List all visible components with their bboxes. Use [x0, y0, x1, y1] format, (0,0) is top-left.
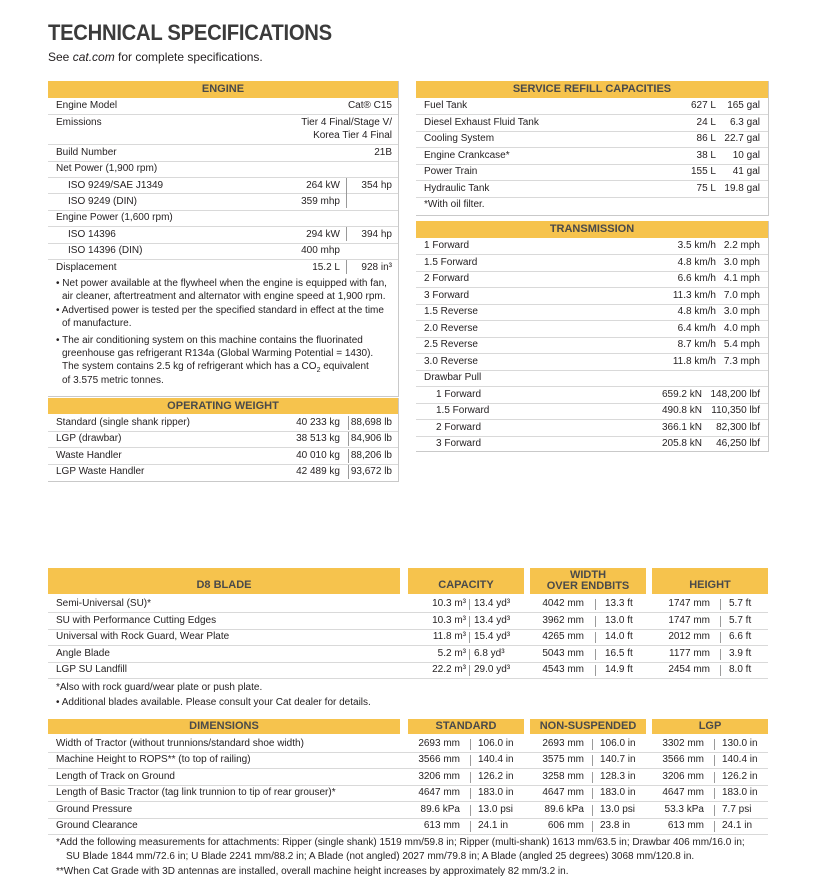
sae-hp: 354 hp: [361, 180, 392, 191]
drawbar-kn: 490.8 kN: [661, 405, 702, 416]
blade-capacity-m3: 11.8 m³: [432, 631, 466, 642]
refill-liters: 38 L: [696, 149, 716, 161]
note-3c-post: equivalent: [320, 361, 369, 372]
value-separator: [595, 616, 596, 627]
height-header: HEIGHT: [652, 568, 768, 594]
value-separator: [595, 632, 596, 643]
operating-weight-lb: 88,206 lb: [350, 449, 392, 461]
iso-hp: 394 hp: [361, 229, 392, 240]
dimensions-note-3: **When Cat Grade with 3D antennas are installed, overall machine height increases by approximately 82 mm/3.2 in.: [56, 866, 569, 877]
dimension-label: Width of Tractor (without trunnions/standard shoe width): [56, 738, 304, 749]
drawbar-gear: 1 Forward: [436, 388, 482, 400]
blade-capacity-yd3: 15.4 yd³: [474, 631, 511, 642]
operating-weight-label: LGP (drawbar): [56, 433, 122, 445]
drawbar-lbf: 110,350 lbf: [711, 405, 760, 416]
operating-weight-kg: 42 489 kg: [296, 466, 340, 478]
engine-note-1b: air cleaner, aftertreatment and alternator with engine speed at 1,900 rpm.: [62, 291, 386, 302]
subtitle-prefix: See: [48, 50, 73, 64]
standard-header: STANDARD: [408, 719, 524, 734]
row-divider: [48, 678, 768, 679]
capacity-header: CAPACITY: [408, 568, 524, 594]
transmission-gear: 1 Forward: [424, 240, 470, 251]
operating-weight-header: OPERATING WEIGHT: [48, 398, 398, 414]
transmission-mph: 2.2 mph: [723, 240, 760, 251]
blade-width-mm: 4265 mm: [542, 631, 584, 642]
blade-height-mm: 2012 mm: [668, 631, 710, 642]
value-separator: [720, 616, 721, 627]
displacement-in: 928 in³: [361, 262, 392, 273]
note-3c-sub: 2: [316, 367, 321, 374]
build-value: 21B: [374, 147, 392, 158]
blade-height-mm: 1177 mm: [669, 647, 710, 659]
page-subtitle: [48, 50, 263, 64]
din-mhp: 359 mhp: [301, 196, 340, 207]
value-separator: [720, 649, 721, 660]
standard-imperial: 140.4 in: [478, 754, 514, 766]
value-separator: [720, 599, 721, 610]
blade-width-ft: 13.3 ft: [605, 598, 633, 609]
standard-metric: 4647 mm: [418, 787, 460, 799]
standard-imperial: 126.2 in: [478, 770, 514, 782]
blade-height-ft: 8.0 ft: [729, 664, 752, 675]
value-separator: [469, 616, 470, 627]
blade-width-ft: 14.9 ft: [605, 664, 633, 675]
dimension-label: Machine Height to ROPS** (to top of railing): [56, 754, 251, 766]
standard-imperial: 183.0 in: [478, 787, 514, 799]
value-separator: [592, 755, 593, 766]
value-separator: [470, 739, 471, 750]
lgp-header: LGP: [652, 719, 768, 734]
dimension-label: Length of Basic Tractor (tag link trunnion to tip of rear grouser)*: [56, 787, 336, 799]
value-separator: [714, 805, 715, 816]
blade-width-ft: 16.5 ft: [605, 647, 633, 659]
dimension-label: Length of Track on Ground: [56, 770, 175, 782]
dimension-label: Ground Pressure: [56, 803, 133, 815]
value-separator: [714, 788, 715, 799]
value-separator: [592, 821, 593, 832]
blade-height-ft: 5.7 ft: [729, 598, 752, 609]
lgp-metric: 3302 mm: [662, 738, 704, 749]
engine-note-3d: of 3.575 metric tonnes.: [62, 375, 164, 386]
value-separator: [469, 649, 470, 660]
lgp-imperial: 183.0 in: [722, 787, 758, 799]
transmission-kmh: 11.3 km/h: [672, 289, 716, 301]
build-label: Build Number: [56, 147, 117, 158]
value-separator: [470, 755, 471, 766]
transmission-gear: 2 Forward: [424, 273, 470, 284]
transmission-kmh: 3.5 km/h: [677, 240, 716, 251]
blade-type: Semi-Universal (SU)*: [56, 598, 152, 609]
sae-label: ISO 9249/SAE J1349: [68, 180, 164, 191]
transmission-mph: 3.0 mph: [723, 306, 760, 317]
isodin-mhp: 400 mhp: [301, 245, 340, 256]
refill-gallons: 10 gal: [732, 149, 760, 161]
transmission-kmh: 4.8 km/h: [677, 256, 716, 268]
engine-note-3a: • The air conditioning system on this machine contains the fluorinated: [56, 335, 363, 346]
blade-width-ft: 14.0 ft: [605, 631, 633, 642]
blade-note-2: • Additional blades available. Please consult your Cat dealer for details.: [56, 697, 371, 708]
transmission-gear: 3.0 Reverse: [424, 355, 478, 367]
emissions-label: Emissions: [56, 117, 102, 128]
dimensions-note-2: SU Blade 1844 mm/72.6 in; U Blade 2241 mm/88.2 in; A Blade (not angled) 2027 mm/79.8 in; A Blade (angled 25 degrees) 3068 mm/120.8 in.: [66, 851, 695, 862]
iso-label: ISO 14396: [68, 229, 116, 240]
refill-note: *With oil filter.: [424, 199, 485, 210]
blade-type: Universal with Rock Guard, Wear Plate: [56, 631, 230, 642]
emissions-value-2: Korea Tier 4 Final: [313, 130, 392, 141]
value-separator: [348, 416, 349, 430]
value-separator: [592, 772, 593, 783]
drawbar-lbf: 46,250 lbf: [716, 438, 760, 449]
operating-weight-kg: 40 233 kg: [296, 417, 340, 428]
blade-height-ft: 6.6 ft: [729, 631, 752, 642]
engine-note-1a: • Net power available at the flywheel when the engine is equipped with fan,: [56, 278, 387, 289]
lgp-metric: 613 mm: [667, 820, 704, 831]
refill-label: Hydraulic Tank: [424, 182, 490, 194]
non-suspended-metric: 2693 mm: [542, 738, 584, 749]
dimension-label: Ground Clearance: [56, 820, 138, 831]
transmission-header: TRANSMISSION: [416, 221, 768, 238]
page-title: TECHNICAL SPECIFICATIONS: [48, 20, 332, 45]
drawbar-kn: 366.1 kN: [661, 421, 702, 433]
net-power-label: Net Power (1,900 rpm): [56, 163, 158, 174]
value-separator: [595, 649, 596, 660]
value-separator: [595, 665, 596, 676]
transmission-kmh: 6.6 km/h: [677, 273, 716, 284]
drawbar-lbf: 82,300 lbf: [716, 421, 760, 433]
refill-gallons: 19.8 gal: [724, 182, 760, 194]
lgp-metric: 53.3 kPa: [664, 803, 704, 815]
drawbar-kn: 205.8 kN: [661, 438, 702, 449]
refill-gallons: 6.3 gal: [729, 116, 760, 128]
non-suspended-metric: 3258 mm: [542, 770, 584, 782]
non-suspended-metric: 4647 mm: [542, 787, 584, 799]
blade-capacity-m3: 22.2 m³: [432, 664, 466, 675]
transmission-mph: 5.4 mph: [723, 339, 760, 350]
non-suspended-imperial: 13.0 psi: [600, 803, 636, 815]
refill-gallons: 41 gal: [732, 166, 760, 177]
blade-header: D8 BLADE: [48, 568, 400, 594]
blade-height-mm: 2454 mm: [668, 664, 710, 675]
blade-width-mm: 3962 mm: [542, 614, 584, 626]
subtitle-suffix: for complete specifications.: [114, 50, 263, 64]
blade-type: LGP SU Landfill: [56, 664, 127, 675]
blade-height-mm: 1747 mm: [668, 614, 710, 626]
dimensions-note-1: *Add the following measurements for attachments: Ripper (single shank) 1519 mm/59.8 in; Ripper (multi-shank) 1613 mm/63.5 in; Drawbar 406 mm/16.0 in;: [56, 837, 745, 848]
operating-weight-lb: 88,698 lb: [350, 417, 392, 428]
transmission-kmh: 4.8 km/h: [677, 306, 716, 317]
value-separator: [714, 739, 715, 750]
width-header: [530, 568, 646, 594]
refill-liters: 627 L: [690, 100, 716, 111]
displacement-label: Displacement: [56, 262, 117, 273]
transmission-mph: 7.0 mph: [723, 289, 760, 301]
value-separator: [714, 755, 715, 766]
refill-label: Diesel Exhaust Fluid Tank: [424, 116, 539, 128]
value-separator: [592, 739, 593, 750]
operating-weight-label: Standard (single shank ripper): [56, 417, 190, 428]
value-separator: [592, 805, 593, 816]
drawbar-gear: 1.5 Forward: [436, 405, 490, 416]
drawbar-lbf: 148,200 lbf: [710, 388, 760, 400]
engine-model-value: Cat® C15: [347, 100, 392, 111]
drawbar-gear: 2 Forward: [436, 421, 482, 433]
lgp-imperial: 7.7 psi: [722, 803, 752, 815]
transmission-kmh: 8.7 km/h: [677, 339, 716, 350]
blade-width-mm: 5043 mm: [542, 647, 584, 659]
blade-capacity-yd3: 29.0 yd³: [474, 664, 511, 675]
value-separator: [348, 449, 349, 463]
engine-model-label: Engine Model: [56, 100, 118, 111]
non-suspended-metric: 3575 mm: [542, 754, 584, 766]
non-suspended-metric: 606 mm: [547, 820, 584, 831]
operating-weight-lb: 84,906 lb: [350, 433, 392, 445]
lgp-metric: 3566 mm: [662, 754, 704, 766]
drawbar-kn: 659.2 kN: [661, 388, 702, 400]
standard-imperial: 106.0 in: [478, 738, 514, 749]
lgp-imperial: 126.2 in: [722, 770, 758, 782]
standard-metric: 2693 mm: [418, 738, 460, 749]
blade-capacity-yd3: 6.8 yd³: [474, 647, 505, 659]
transmission-mph: 4.0 mph: [723, 322, 760, 334]
blade-capacity-yd3: 13.4 yd³: [474, 614, 511, 626]
engine-header: ENGINE: [48, 81, 398, 98]
value-separator: [595, 599, 596, 610]
standard-metric: 613 mm: [423, 820, 460, 831]
standard-metric: 3206 mm: [418, 770, 460, 782]
value-separator: [714, 772, 715, 783]
operating-weight-kg: 40 010 kg: [296, 449, 340, 461]
standard-imperial: 24.1 in: [478, 820, 509, 831]
lgp-metric: 3206 mm: [662, 770, 704, 782]
non-suspended-imperial: 128.3 in: [600, 770, 636, 782]
service-refill-header: SERVICE REFILL CAPACITIES: [416, 81, 768, 98]
transmission-gear: 2.5 Reverse: [424, 339, 478, 350]
lgp-imperial: 140.4 in: [722, 754, 758, 766]
refill-liters: 155 L: [690, 166, 716, 177]
width-header-line2: OVER ENDBITS: [546, 580, 630, 592]
value-separator: [469, 599, 470, 610]
refill-label: Fuel Tank: [424, 100, 468, 111]
blade-width-mm: 4543 mm: [542, 664, 584, 675]
non-suspended-imperial: 183.0 in: [600, 787, 636, 799]
engine-note-2b: of manufacture.: [62, 318, 132, 329]
operating-weight-label: LGP Waste Handler: [56, 466, 145, 478]
blade-height-mm: 1747 mm: [668, 598, 710, 609]
value-separator: [470, 772, 471, 783]
lgp-imperial: 24.1 in: [722, 820, 753, 831]
refill-liters: 86 L: [696, 133, 716, 144]
iso-kw: 294 kW: [306, 229, 340, 240]
value-separator: [720, 665, 721, 676]
transmission-gear: 3 Forward: [424, 289, 470, 301]
non-suspended-metric: 89.6 kPa: [544, 803, 584, 815]
drawbar-pull-label: Drawbar Pull: [424, 372, 482, 383]
note-3c-text: The system contains 2.5 kg of refrigerant which has a CO: [62, 361, 317, 372]
standard-imperial: 13.0 psi: [478, 803, 514, 815]
value-separator: [469, 665, 470, 676]
transmission-kmh: 6.4 km/h: [677, 322, 716, 334]
transmission-kmh: 11.8 km/h: [672, 355, 716, 367]
transmission-mph: 3.0 mph: [723, 256, 760, 268]
value-separator: [470, 788, 471, 799]
value-separator: [348, 432, 349, 446]
transmission-mph: 7.3 mph: [723, 355, 760, 367]
refill-label: Cooling System: [424, 133, 495, 144]
displacement-l: 15.2 L: [312, 262, 340, 273]
width-header-line1: WIDTH: [569, 569, 607, 581]
transmission-gear: 2.0 Reverse: [424, 322, 478, 334]
transmission-mph: 4.1 mph: [723, 273, 760, 284]
value-separator: [714, 821, 715, 832]
isodin-label: ISO 14396 (DIN): [68, 245, 143, 256]
blade-capacity-m3: 10.3 m³: [432, 598, 466, 609]
value-separator: [470, 821, 471, 832]
operating-weight-lb: 93,672 lb: [350, 466, 392, 478]
refill-liters: 24 L: [696, 116, 716, 128]
blade-width-mm: 4042 mm: [542, 598, 584, 609]
dimensions-header: DIMENSIONS: [48, 719, 400, 734]
engine-note-2a: • Advertised power is tested per the specified standard in effect at the time: [56, 305, 384, 316]
value-separator: [348, 465, 349, 479]
transmission-gear: 1.5 Forward: [424, 256, 478, 268]
standard-metric: 3566 mm: [418, 754, 460, 766]
operating-weight-kg: 38 513 kg: [296, 433, 340, 445]
blade-height-ft: 3.9 ft: [729, 647, 752, 659]
lgp-imperial: 130.0 in: [722, 738, 758, 749]
sae-kw: 264 kW: [306, 180, 340, 191]
transmission-gear: 1.5 Reverse: [424, 306, 478, 317]
blade-capacity-yd3: 13.4 yd³: [474, 598, 511, 609]
refill-label: Power Train: [424, 166, 478, 177]
operating-weight-label: Waste Handler: [56, 449, 122, 461]
non-suspended-imperial: 106.0 in: [600, 738, 636, 749]
value-separator: [592, 788, 593, 799]
standard-metric: 89.6 kPa: [420, 803, 460, 815]
refill-gallons: 165 gal: [727, 100, 760, 111]
din-label: ISO 9249 (DIN): [68, 196, 137, 207]
lgp-metric: 4647 mm: [662, 787, 704, 799]
blade-type: Angle Blade: [56, 647, 110, 659]
non-suspended-header: NON-SUSPENDED: [530, 719, 646, 734]
value-separator: [720, 632, 721, 643]
row-divider: [48, 834, 768, 835]
blade-note-1: *Also with rock guard/wear plate or push plate.: [56, 682, 263, 693]
non-suspended-imperial: 140.7 in: [600, 754, 636, 766]
drawbar-gear: 3 Forward: [436, 438, 482, 449]
blade-capacity-m3: 5.2 m³: [437, 647, 466, 659]
value-separator: [470, 805, 471, 816]
refill-liters: 75 L: [696, 182, 716, 194]
blade-type: SU with Performance Cutting Edges: [56, 614, 217, 626]
blade-capacity-m3: 10.3 m³: [432, 614, 466, 626]
value-separator: [469, 632, 470, 643]
engine-power-label: Engine Power (1,600 rpm): [56, 212, 173, 223]
blade-height-ft: 5.7 ft: [729, 614, 752, 626]
engine-note-3b: greenhouse gas refrigerant R134a (Global Warming Potential = 1430).: [62, 348, 374, 359]
blade-width-ft: 13.0 ft: [605, 614, 633, 626]
emissions-value-1: Tier 4 Final/Stage V/: [301, 117, 392, 128]
cat-link[interactable]: cat.com: [72, 50, 115, 64]
refill-gallons: 22.7 gal: [724, 133, 760, 144]
non-suspended-imperial: 23.8 in: [600, 820, 631, 831]
refill-label: Engine Crankcase*: [424, 149, 510, 161]
